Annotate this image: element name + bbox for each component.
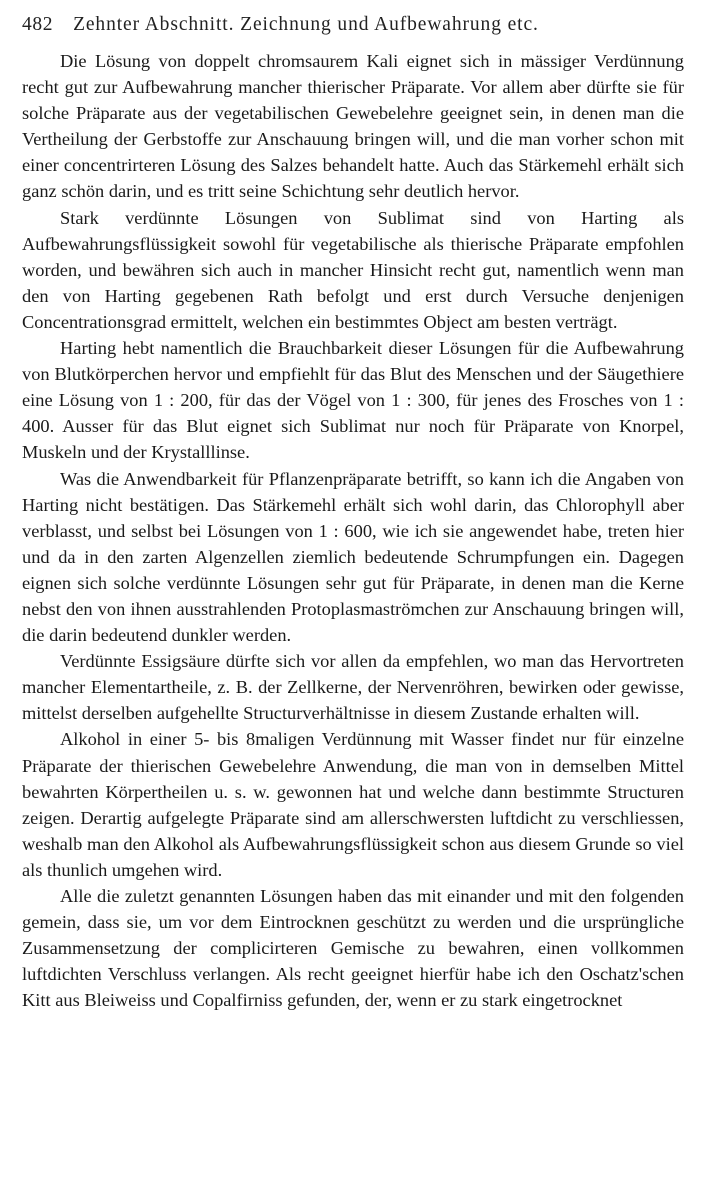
paragraph-sublimat: Stark verdünnte Lösungen von Sublimat sind von Harting als Aufbewahrungsflüssigkeit sowohl für vegetabilische als thierische Präparate empfohlen worden, und bewähren sich auch in mancher Hinsicht recht gut, namentlich wenn man den von Harting gegebenen Rath befolgt und erst durch Versuche denjenigen Concentrationsgrad ermittelt, welchen ein bestimmtes Object am besten verträgt. — [22, 207, 684, 332]
paragraph-chromsaures-kali: Die Lösung von doppelt chromsaurem Kali eignet sich in mässiger Verdünnung recht gut zur Aufbewahrung mancher thierischer Präparate. Vor allem aber dürfte sie für solche Präparate aus der vegetabilischen Gewebelehre geeignet sein, in denen man die Vertheilung der Gerbstoffe zur Anschauung bringen will, und die man vorher schon mit einer concentrirteren Lösung des Salzes behandelt hatte. Auch das Stärkemehl erhält sich ganz schön darin, und es tritt seine Schichtung sehr deutlich hervor. — [22, 51, 684, 202]
page-number: 482 — [22, 14, 54, 35]
paragraph-essigsaeure: Verdünnte Essigsäure dürfte sich vor allen da empfehlen, wo man das Hervortreten mancher Elementartheile, z. B. der Zellkerne, der Nervenröhren, bewirken oder gewisse, mittelst derselben aufgehellte Structurverhältnisse in diesem Zustande erhalten will. — [22, 651, 684, 724]
paragraph-verschluss: Alle die zuletzt genannten Lösungen haben das mit einander und mit den folgenden gemein, dass sie, um vor dem Eintrocknen geschützt zu werden und die ursprüngliche Zusammensetzung der complicirteren Gemische zu bewahren, einen vollkommen luftdichten Verschluss verlangen. Als recht geeignet hierfür habe ich den Oschatz'schen Kitt aus Bleiweiss und Copalfirniss gefunden, der, wenn er zu stark eingetrocknet — [22, 886, 684, 1011]
section-title: Zehnter Abschnitt. Zeichnung und Aufbewahrung etc. — [73, 14, 539, 35]
book-page — [22, 14, 684, 1013]
paragraph-alkohol: Alkohol in einer 5- bis 8maligen Verdünnung mit Wasser findet nur für einzelne Präparate der thierischen Gewebelehre Anwendung, die man von in demselben Mittel bewahrten Körpertheilen u. s. w. gewonnen hat und welche dann bestimmte Structuren zeigen. Derartig aufgelegte Präparate sind am allerschwersten luftdicht zu verschliessen, weshalb man den Alkohol als Aufbewahrungsflüssigkeit schon aus diesem Grunde so viel als thunlich umgehen wird. — [22, 729, 684, 880]
body-text — [22, 48, 684, 1013]
paragraph-pflanzenpraeparate: Was die Anwendbarkeit für Pflanzenpräparate betrifft, so kann ich die Angaben von Harting nicht bestätigen. Das Stärkemehl erhält sich wohl darin, das Chlorophyll aber verblasst, und selbst bei Lösungen von 1 : 600, wie ich sie angewendet habe, treten hier und da in den zarten Algenzellen ziemlich bedeutende Schrumpfungen ein. Dagegen eignen sich solche verdünnte Lösungen sehr gut für Präparate, in denen man die Kerne nebst den von ihnen ausstrahlenden Protoplasmaströmchen zur Anschauung bringen will, die darin bedeutend dunkler werden. — [22, 468, 684, 646]
running-head — [22, 14, 684, 48]
paragraph-harting-blut: Harting hebt namentlich die Brauchbarkeit dieser Lösungen für die Aufbewahrung von Blutkörperchen hervor und empfiehlt für das Blut des Menschen und der Säugethiere eine Lösung von 1 : 200, für das der Vögel von 1 : 300, für jenes des Frosches von 1 : 400. Ausser für das Blut eignet sich Sublimat nur noch für Präparate von Knorpel, Muskeln und der Krystalllinse. — [22, 338, 684, 463]
